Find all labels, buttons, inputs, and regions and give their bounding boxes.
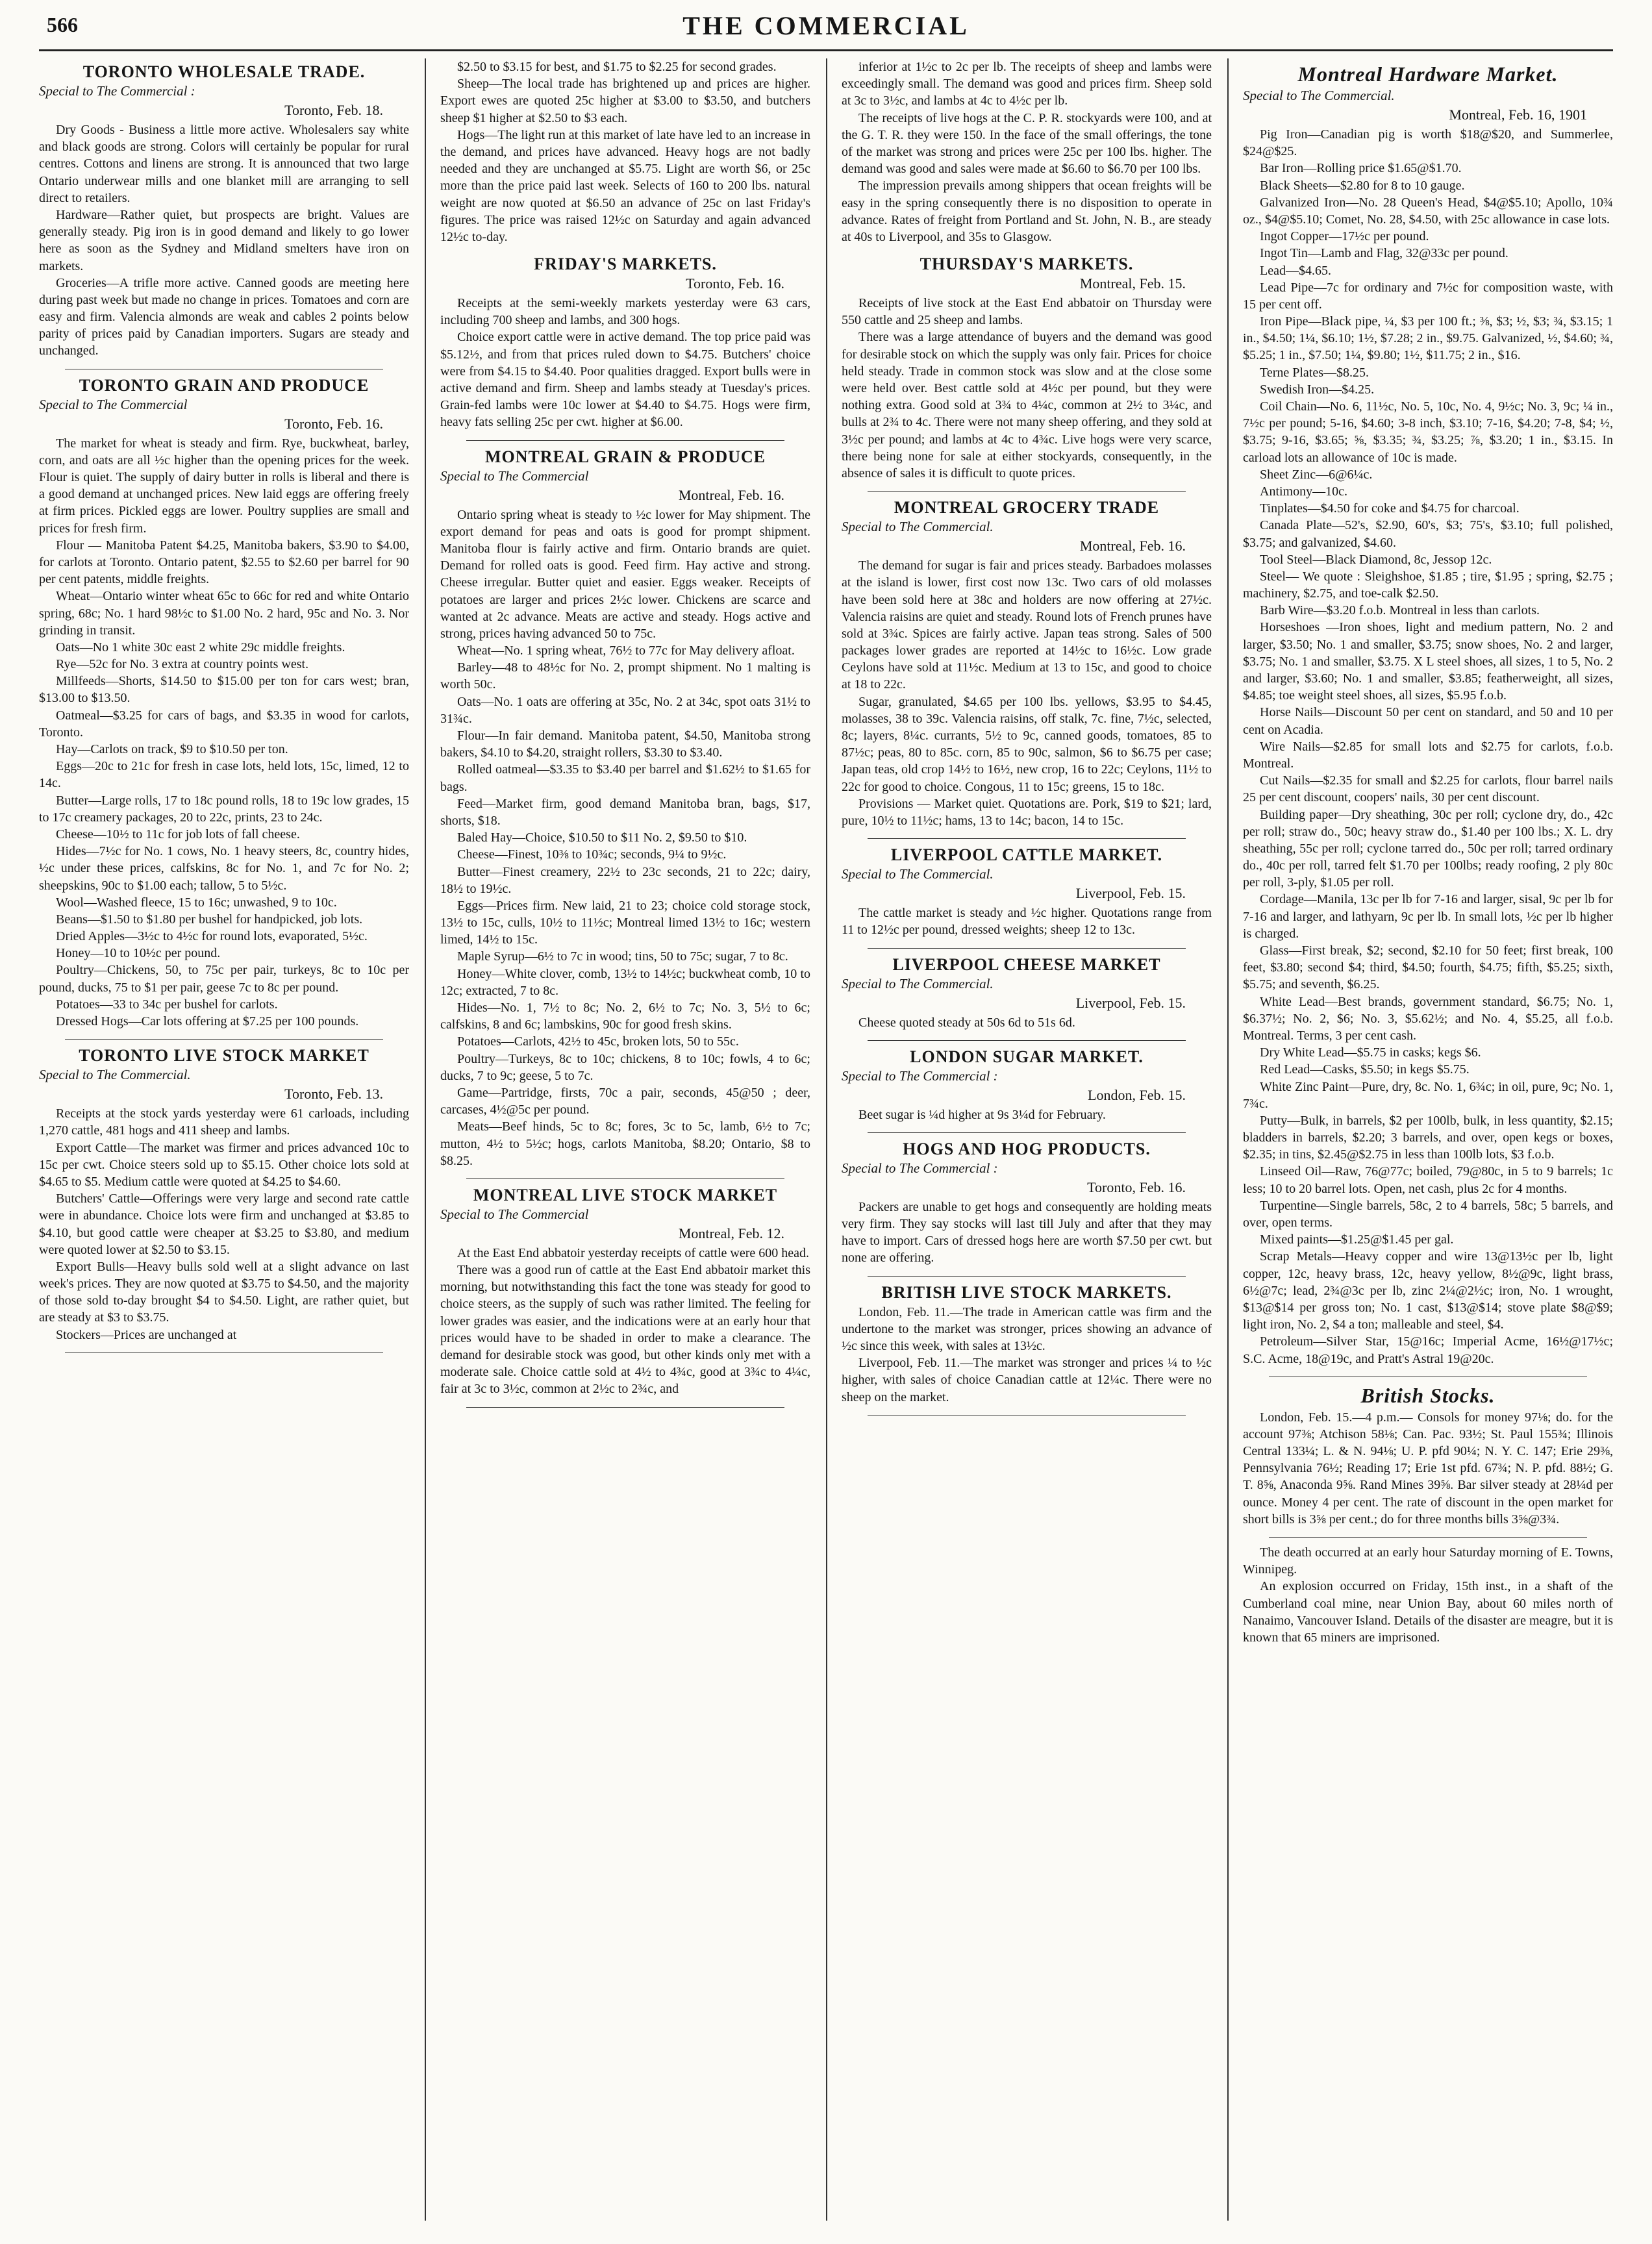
article-paragraph: Cheese quoted steady at 50s 6d to 51s 6d. [858, 1015, 1075, 1030]
article-subtitle: Special to The Commercial : [842, 1160, 998, 1176]
article-paragraph: Baled Hay—Choice, $10.50 to $11 No. 2, $9.50 to $10. [457, 830, 747, 845]
article-paragraph: Cordage—Manila, 13c per lb for 7-16 and larger, sisal, 9c per lb for 7-16 and larger, and lathyarn, 9c per lb. In small lots, ½c per lb higher is charged. [1243, 892, 1613, 941]
article-title: Montreal Hardware Market. [1297, 62, 1558, 86]
article-paragraph: London, Feb. 11.—The trade in American cattle was firm and the undertone to the market was stronger, prices showing an advance of ½c since this week, with sales at 13½c. [842, 1304, 1212, 1353]
article-title: TORONTO GRAIN AND PRODUCE [79, 375, 369, 395]
article-divider [1269, 1537, 1587, 1538]
article-dateline: Montreal, Feb. 16. [1079, 538, 1186, 555]
article-paragraph: Dried Apples—3½c to 4½c for round lots, evaporated, 5½c. [56, 929, 368, 944]
article-subtitle: Special to The Commercial [39, 396, 188, 412]
article [1243, 1544, 1613, 1646]
column-divider [826, 58, 827, 2221]
article [842, 955, 1212, 1031]
article-divider [868, 838, 1186, 839]
article-paragraph: Cut Nails—$2.35 for small and $2.25 for carlots, flour barrel nails 25 per cent discount, coopers' nails, 30 per cent discount. [1243, 773, 1613, 805]
column-2 [440, 58, 810, 2221]
article-paragraph: Millfeeds—Shorts, $14.50 to $15.00 per ton for cars west; bran, $13.00 to $13.50. [39, 674, 409, 706]
article-dateline: Toronto, Feb. 16. [1087, 1178, 1186, 1195]
article-paragraph: Sheep—The local trade has brightened up and prices are higher. Export ewes are quoted 25c higher at $3.00 to $3.50, and butchers sheep $1 higher at $2.50 to $3 each. [440, 77, 810, 125]
article-paragraph: Export Cattle—The market was firmer and prices advanced 10c to 15c per cwt. Choice steers sold up to $5.15. Other choice lots sold at $4.65 to $5. Medium cattle were quoted at $4.25 to $4.60. [39, 1140, 409, 1189]
article-paragraph: Barley—48 to 48½c for No. 2, prompt shipment. No 1 malting is worth 50c. [440, 660, 810, 692]
article-title: THURSDAY'S MARKETS. [920, 255, 1134, 274]
article-subtitle: Special to The Commercial : [39, 83, 195, 99]
article-paragraph: Poultry—Chickens, 50, to 75c per pair, turkeys, 8c to 10c per pound, ducks, 75 to $1 per pair, geese 7c to 8c per pound. [39, 963, 409, 995]
article-paragraph: Coil Chain—No. 6, 11½c, No. 5, 10c, No. 4, 9½c; No. 3, 9c; ¼ in., 7½c per pound; 5-16, $4.60; 3-8 inch, $3.10; 7-16, $4.20; 7-8, $4; ½, $3.75; 9-16, $3.65; ⅝, $3.35; ¾, $3.25; ⅞, $3.20; 1 in., $3.15. In carload lots an allowance of 10c is made. [1243, 399, 1613, 465]
article-dateline: Liverpool, Feb. 15. [1075, 885, 1186, 902]
article-paragraph: Flour—In fair demand. Manitoba patent, $4.50, Manitoba strong bakers, $4.10 to $4.20, straight rollers, $3.30 to $3.40. [440, 729, 810, 760]
article [842, 498, 1212, 829]
article-divider [868, 948, 1186, 949]
article-subtitle: Special to The Commercial. [842, 975, 994, 991]
article [440, 58, 810, 245]
column-4 [1243, 58, 1613, 2221]
article-paragraph: Swedish Iron—$4.25. [1260, 382, 1375, 397]
article-paragraph: Receipts of live stock at the East End abbatoir on Thursday were 550 cattle and 25 sheep and lambs. [842, 296, 1212, 328]
article-divider [868, 1040, 1186, 1041]
article-dateline: Montreal, Feb. 12. [678, 1225, 784, 1241]
article-paragraph: The cattle market is steady and ½c higher. Quotations range from 11 to 12½c per pound, dressed weights; sheep 12 to 13c. [842, 906, 1212, 938]
article-title: TORONTO WHOLESALE TRADE. [82, 62, 366, 81]
article-paragraph: Butter—Large rolls, 17 to 18c pound rolls, 18 to 19c low grades, 15 to 17c creamery packages, 20 to 22c, prints, 23 to 24c. [39, 793, 409, 825]
article-paragraph: Eggs—20c to 21c for fresh in case lots, held lots, 15c, limed, 12 to 14c. [39, 759, 409, 791]
article-paragraph: Receipts at the semi-weekly markets yesterday were 63 cars, including 700 sheep and lambs, and 300 hogs. [440, 296, 810, 328]
article-paragraph: Red Lead—Casks, $5.50; in kegs $5.75. [1260, 1062, 1470, 1077]
article-paragraph: Horse Nails—Discount 50 per cent on standard, and 50 and 10 per cent on Acadia. [1243, 705, 1613, 737]
article-paragraph: Cheese—10½ to 11c for job lots of fall cheese. [56, 827, 300, 842]
article-paragraph: Horseshoes —Iron shoes, light and medium pattern, No. 2 and larger, $3.50; No. 1 and smaller, $3.75; snow shoes, No. 2 and larger, $3.75; No. 1 and smaller, $3.75. X L steel shoes, all sizes, 1 to 5, No. 2 and larger, $3.60; No. 1 and smaller, $3.85; featherweight, all sizes, $4.85; toe weight steel shoes, all sizes, $5.95 f.o.b. [1243, 620, 1613, 703]
article-paragraph: Antimony—10c. [1260, 484, 1347, 499]
article-paragraph: An explosion occurred on Friday, 15th inst., in a shaft of the Cumberland coal mine, near Union Bay, about 60 miles north of Nanaimo, Vancouver Island. Details of the disaster are meagre, but it is known that 65 miners are imprisoned. [1243, 1579, 1613, 1645]
article-paragraph: There was a large attendance of buyers and the demand was good for desirable stock on which the supply was only fair. Prices for choice held steady. Trade in common stock was slow and at the close some were held over. Best cattle sold at 4½c per pound, but they were nothing extra. Good sold at 3¾ to 4¼c, common at 2½ to 3¼c, and bulls at 2¾ to 4c. There were not many sheep offering, and they sold at 3½c per pound; and lambs at 4c to 4¾c. Live hogs were very scarce, there being none for sale at either stockyards, consequently, in the absence of sales it is difficult to quote prices. [842, 330, 1212, 480]
article-paragraph: Oats—No 1 white 30c east 2 white 29c middle freights. [56, 640, 345, 654]
article-paragraph: Butter—Finest creamery, 22½ to 23c seconds, 21 to 22c; dairy, 18½ to 19½c. [440, 864, 810, 896]
article [39, 376, 409, 1030]
article-paragraph: Sheet Zinc—6@6¼c. [1260, 467, 1373, 482]
article-paragraph: Hides—7½c for No. 1 cows, No. 1 heavy steers, 8c, country hides, ½c under these prices, calfskins, 8c for No. 1, and 7c for No. 2; sheepskins, 90c to $1.00 each; tallow, 5 to 5½c. [39, 844, 409, 893]
article-paragraph: Rolled oatmeal—$3.35 to $3.40 per barrel and $1.62½ to $1.65 for bags. [440, 762, 810, 794]
article-paragraph: Stockers—Prices are unchanged at [56, 1327, 237, 1342]
article-subtitle: Special to The Commercial. [842, 866, 994, 882]
article-subtitle: Special to The Commercial. [39, 1067, 191, 1083]
article-paragraph: Glass—First break, $2; second, $2.10 for 50 feet; first break, 100 feet, $3.80; second $4; third, $4.50; fourth, $4.75; fifth, $5.25; sixth, $5.75; and seventh, $6.25. [1243, 943, 1613, 992]
article [39, 1046, 409, 1343]
article-paragraph: Dry Goods - Business a little more active. Wholesalers say white and black goods are strong. Colors will certainly be popular for rural centres. Cottons and linens are strong. It is announced that two large Ontario underwear mills and one blanket mill are arranging to sell direct to retailers. [39, 123, 409, 205]
article-dateline: Toronto, Feb. 16. [686, 275, 784, 292]
article-paragraph: Groceries—A trifle more active. Canned goods are meeting here during past week but made no change in prices. Tomatoes and corn are easy and firm. Valencia almonds are weak and cables 2 points below parity of prices paid by Canadian importers. Sugars are steady and unchanged. [39, 275, 409, 358]
article-title: British Stocks. [1360, 1383, 1496, 1407]
article-paragraph: Canada Plate—52's, $2.90, 60's, $3; 75's, $3.10; full polished, $3.75; and galvanized, $4.60. [1243, 518, 1613, 550]
article-paragraph: Rye—52c for No. 3 extra at country points west. [56, 657, 309, 672]
article-paragraph: Bar Iron—Rolling price $1.65@$1.70. [1260, 161, 1462, 176]
article-paragraph: Wire Nails—$2.85 for small lots and $2.75 for carlots, f.o.b. Montreal. [1243, 739, 1613, 771]
article [842, 255, 1212, 482]
article-paragraph: Export Bulls—Heavy bulls sold well at a slight advance on last week's prices. They are now quoted at $3.75 to $4.50, and the majority of those sold to-day brought $4 to $4.50. Light, are rather quiet, but are steady at $3 to $3.75. [39, 1259, 409, 1325]
article-paragraph: Meats—Beef hinds, 5c to 8c; fores, 3c to 5c, lamb, 6½ to 7c; mutton, 4½ to 5½c; hogs, carlots Manitoba, $8.20; Ontario, $8 to $8.25. [440, 1119, 810, 1168]
article-paragraph: Putty—Bulk, in barrels, $2 per 100lb, bulk, in less quantity, $2.15; bladders in barrels, $2.20; 3 barrels, and over, open kegs or boxes, $2.35; in tins, $2.45@$2.75 in less than 100lb lots, $3 f.o.b. [1243, 1113, 1613, 1162]
article-divider [466, 440, 784, 441]
article-paragraph: Game—Partridge, firsts, 70c a pair, seconds, 45@50 ; deer, carcases, 4½@5c per pound. [440, 1085, 810, 1117]
article-title: TORONTO LIVE STOCK MARKET [79, 1046, 369, 1066]
article-paragraph: Beet sugar is ¼d higher at 9s 3¼d for February. [858, 1107, 1106, 1122]
article-paragraph: Cheese—Finest, 10⅜ to 10¾c; seconds, 9¼ to 9½c. [457, 847, 727, 862]
article-title: MONTREAL GRAIN & PRODUCE [484, 447, 766, 466]
article-paragraph: Packers are unable to get hogs and consequently are holding meats very firm. They say stocks will last till July and after that they may have to import. Cars of dressed hogs here are worth $7.50 per cwt. but none are offering. [842, 1199, 1212, 1265]
article-dateline: Toronto, Feb. 13. [284, 1086, 383, 1103]
article [842, 845, 1212, 938]
article [1243, 62, 1613, 1367]
article-paragraph: Potatoes—Carlots, 42½ to 45c, broken lots, 50 to 55c. [457, 1034, 739, 1049]
article-paragraph: White Zinc Paint—Pure, dry, 8c. No. 1, 6¾c; in oil, pure, 9c; No. 1, 7¾c. [1243, 1079, 1613, 1111]
article-paragraph: Wheat—No. 1 spring wheat, 76½ to 77c for May delivery afloat. [457, 643, 795, 658]
article-paragraph: Eggs—Prices firm. New laid, 21 to 23; choice cold storage stock, 13½ to 15c, culls, 10½ to 11½c; Montreal limed 13½ to 16c; western limed, 14½ to 15c. [440, 898, 810, 947]
article [39, 62, 409, 360]
article [842, 1140, 1212, 1267]
article-paragraph: Scrap Metals—Heavy copper and wire 13@13½c per lb, light copper, 12c, heavy brass, 12c, heavy yellow, 8½@9c, light brass, 6½@7c; lead, 2¾@3c per lb, zinc 2¼@2½c; iron, No. 1 wrought, $13@$14 per gross ton; No. 1 cast, $13@$14; stove plate $8@$9; light iron, No. 2, $4 a ton; malleable and steel, $4. [1243, 1249, 1613, 1332]
article-dateline: Montreal, Feb. 16. [678, 486, 784, 503]
article-paragraph: The receipts of live hogs at the C. P. R. stockyards were 100, and at the G. T. R. they were 150. In the face of the small offerings, the tone of the market was strong and prices were 25c per 100 lbs. higher. The demand was good and sales were made at $6.60 to $6.70 per 100 lbs. [842, 110, 1212, 177]
article-paragraph: Choice export cattle were in active demand. The top price paid was $5.12½, and from that prices ruled down to $4.75. Butchers' choice were from $4.15 to $4.40. Poor qualities dragged. Export bulls were in active demand and firm. Sheep and lambs steady at Tuesday's prices. Grain-fed lambs were 10c lower at $4.40 to $4.75. Hogs were firm, heavy fats selling 25c per cwt. higher at $6.00. [440, 330, 810, 430]
article-dateline: Liverpool, Feb. 15. [1075, 994, 1186, 1011]
article-paragraph: Potatoes—33 to 34c per bushel for carlots. [56, 997, 278, 1012]
article [440, 255, 810, 431]
article [842, 1283, 1212, 1406]
article-paragraph: Dry White Lead—$5.75 in casks; kegs $6. [1260, 1045, 1481, 1060]
article-paragraph: Steel— We quote : Sleighshoe, $1.85 ; tire, $1.95 ; spring, $2.75 ; machinery, $2.75, and toe-calk $2.50. [1243, 569, 1613, 601]
article-subtitle: Special to The Commercial : [842, 1067, 998, 1084]
article-divider [868, 1276, 1186, 1277]
article-paragraph: London, Feb. 15.—4 p.m.— Consols for money 97⅛; do. for the account 97⅜; Atchison 58⅛; Can. Pac. 93½; St. Paul 155¾; Illinois Central 133¼; L. & N. 94⅛; U. P. pfd 90¼; N. Y. C. 147; Erie 29⅜, Pennsylvania 76½; Reading 17; Erie 1st pfd. 67¾; N. P. pfd. 88½; G. T. 8⅝, Anaconda 9⅝. Rand Mines 39⅝. Bar silver steady at 28¼d per ounce. Money 4 per cent. The rate of discount in the open market for short bills is 3⅝ per cent.; do for three months bills 3⅝@3¾. [1243, 1410, 1613, 1527]
article [440, 1186, 810, 1398]
article-divider [65, 1039, 383, 1040]
article-title: BRITISH LIVE STOCK MARKETS. [881, 1282, 1172, 1302]
article-divider [466, 1178, 784, 1179]
article-paragraph: Lead—$4.65. [1260, 263, 1331, 278]
page-number: 566 [47, 13, 78, 36]
article-paragraph: Black Sheets—$2.80 for 8 to 10 gauge. [1260, 178, 1465, 193]
article [842, 58, 1212, 245]
article-paragraph: The death occurred at an early hour Saturday morning of E. Towns, Winnipeg. [1243, 1545, 1613, 1577]
article-title: FRIDAY'S MARKETS. [534, 255, 717, 274]
article-divider [868, 1132, 1186, 1133]
article-paragraph: Pig Iron—Canadian pig is worth $18@$20, and Summerlee, $24@$25. [1243, 127, 1613, 159]
article-paragraph: Sugar, granulated, $4.65 per 100 lbs. yellows, $3.95 to $4.45, molasses, 38 to 39c. Valencia raisins, off stalk, 7c. fine, 7½c, selected, 8c; layers, 8¼c. currants, 5½ to 9c, canned goods, tomatoes, 85 to 87½c; peas, 80 to 85c. corn, 85 to 90c, salmon, $6 to $6.75 per case; Japan teas, old crop 14½ to 16½, new crop, 16 to 22c; Ceylons, 11½ to 22c for good to choice. Congous, 11 to 15c; greens, 15 to 18c. [842, 694, 1212, 794]
article-paragraph: Turpentine—Single barrels, 58c, 2 to 4 barrels, 58c; 5 barrels, and over, open terms. [1243, 1198, 1613, 1230]
article-paragraph: Terne Plates—$8.25. [1260, 365, 1370, 380]
article-dateline: Montreal, Feb. 15. [1079, 275, 1186, 292]
article-paragraph: Tool Steel—Black Diamond, 8c, Jessop 12c. [1260, 552, 1492, 567]
article-paragraph: $2.50 to $3.15 for best, and $1.75 to $2.25 for second grades. [457, 60, 777, 74]
article-paragraph: Wool—Washed fleece, 15 to 16c; unwashed, 9 to 10c. [56, 895, 337, 910]
page-header [39, 6, 1613, 45]
article-dateline: Montreal, Feb. 16, 1901 [1449, 106, 1587, 123]
article-paragraph: inferior at 1½c to 2c per lb. The receipts of sheep and lambs were exceedingly small. The demand was good and prices firm. Sheep sold at 3c to 3½c, and lambs at 4c to 4½c per lb. [842, 60, 1212, 108]
article-paragraph: Building paper—Dry sheathing, 30c per roll; cyclone dry, do., 42c per roll; straw do., 50c; heavy straw do., $1.40 per 100 lbs.; X. L. dry sheathing, 55c per roll; cyclone tarred do., 50c per roll; tarred ordinary do., 40c per roll, tarred felt $1.70 per 100lbs; ready roofing, 2 ply 80c per roll, 3-ply, $1.05 per roll. [1243, 807, 1613, 890]
header-rule [39, 49, 1613, 51]
newspaper-columns [39, 58, 1613, 2221]
article-paragraph: Linseed Oil—Raw, 76@77c; boiled, 79@80c, in 5 to 9 barrels; 1c less; 10 to 20 barrel lots. Open, net cash, plus 2c for 4 months. [1243, 1164, 1613, 1196]
article-paragraph: Hides—No. 1, 7½ to 8c; No. 2, 6½ to 7c; No. 3, 5½ to 6c; calfskins, 8 and 6c; lambskins, 90c for good fresh skins. [440, 1001, 810, 1032]
article-paragraph: Feed—Market firm, good demand Manitoba bran, bags, $17, shorts, $18. [440, 796, 810, 828]
article-title: LIVERPOOL CHEESE MARKET [892, 954, 1161, 974]
column-1 [39, 58, 409, 2221]
article [842, 1047, 1212, 1123]
article-paragraph: Tinplates—$4.50 for coke and $4.75 for charcoal. [1260, 501, 1520, 516]
article [440, 447, 810, 1169]
article-paragraph: At the East End abbatoir yesterday receipts of cattle were 600 head. [457, 1245, 810, 1260]
article-paragraph: Oats—No. 1 oats are offering at 35c, No. 2 at 34c, spot oats 31½ to 31¾c. [440, 694, 810, 726]
article-paragraph: White Lead—Best brands, government standard, $6.75; No. 1, $6.37½; No. 2, $6; No. 3, $5.62½; and No. 4, $5.25, all f.o.b. Montreal. Terms, 3 per cent cash. [1243, 994, 1613, 1043]
article-paragraph: Receipts at the stock yards yesterday were 61 carloads, including 1,270 cattle, 481 hogs and 411 sheep and lambs. [39, 1106, 409, 1138]
masthead-title: THE COMMERCIAL [682, 11, 970, 40]
article-title: MONTREAL LIVE STOCK MARKET [473, 1185, 778, 1204]
article-paragraph: Hay—Carlots on track, $9 to $10.50 per ton. [56, 742, 288, 756]
article-subtitle: Special to The Commercial. [1243, 88, 1395, 103]
article-paragraph: The market for wheat is steady and firm. Rye, buckwheat, barley, corn, and oats are all ½c higher than the opening prices for the week. Flour is quiet. The supply of dairy butter in rolls is liberal and there is a good demand at unchanged prices. New laid eggs are offering freely at firm prices. Pickled eggs are lower. Poultry supplies are small and prices for fresh firm. [39, 436, 409, 536]
article-divider [868, 491, 1186, 492]
column-3 [842, 58, 1212, 2221]
article-paragraph: Dressed Hogs—Car lots offering at $7.25 per 100 pounds. [56, 1014, 359, 1028]
article-paragraph: Galvanized Iron—No. 28 Queen's Head, $4@$5.10; Apollo, 10¾ oz., $4@$5.10; Comet, No. 28, $4.50, with 25c allowance in case lots. [1243, 195, 1613, 227]
article-paragraph: Barb Wire—$3.20 f.o.b. Montreal in less than carlots. [1260, 603, 1540, 618]
article-paragraph: Hogs—The light run at this market of late have led to an increase in the demand, and prices have advanced. Heavy hogs are not badly needed and they are unchanged at $5.75. Light are worth $6, or 25c more than the price paid last week. Selects of 160 to 200 lbs. natural weight are now quoted at $6.50 an advance of 25c on last Friday's figures. The price was raised 12½c on Saturday and again advanced 12½c to-day. [440, 127, 810, 244]
article-paragraph: Lead Pipe—7c for ordinary and 7½c for composition waste, with 15 per cent off. [1243, 280, 1613, 312]
column-divider [1227, 58, 1229, 2221]
article-paragraph: Mixed paints—$1.25@$1.45 per gal. [1260, 1232, 1454, 1247]
article-paragraph: Butchers' Cattle—Offerings were very large and second rate cattle were in abundance. Choice lots were firm and unchanged at $3.85 to $4.10, but good cattle were cheaper at $3.25 to $3.80, and medium were quoted lower at $2.50 to $3.15. [39, 1191, 409, 1257]
article-paragraph: The demand for sugar is fair and prices steady. Barbadoes molasses at the island is lower, first cost now 13c. Two cars of old molasses have been sold here at 38c and holders are now offering at 27½c. Valencia raisins are quiet and steady. Round lots of French prunes have sold at 3¾c. Spices are fairly active. Japan teas strong. Sales of 500 packages lower grades are reported at 14½c to 16½c. Low grade Ceylons have sold at 11½c. Medium at 13 to 15c, and good to choice at 18 to 22c. [842, 558, 1212, 692]
article-subtitle: Special to The Commercial. [842, 519, 994, 535]
article-paragraph: Wheat—Ontario winter wheat 65c to 66c for red and white Ontario spring, 68c; No. 1 hard 98½c to $1.00 No. 2 hard, 95c and No. 3. Nor grinding in transit. [39, 589, 409, 638]
article-paragraph: Maple Syrup—6½ to 7c in wood; tins, 50 to 75c; sugar, 7 to 8c. [457, 949, 788, 964]
article-title: MONTREAL GROCERY TRADE [894, 498, 1160, 517]
article-paragraph: Honey—10 to 10½c per pound. [56, 946, 221, 961]
article-paragraph: Poultry—Turkeys, 8c to 10c; chickens, 8 to 10c; fowls, 4 to 6c; ducks, 7 to 9c; geese, 5 to 7c. [440, 1051, 810, 1083]
article-paragraph: Ontario spring wheat is steady to ½c lower for May shipment. The export demand for peas and oats is good for prompt shipment. Manitoba flour is fairly active and firm. Ontario brands are quiet. Demand for rolled oats is good. Feed firm. Hay active and strong. Cheese irregular. Butter quiet and easier. Eggs weaker. Receipts of potatoes are larger and prices 2½c lower. Chickens are scarce and wanted at 2c advance. Meats are active and steady. Hogs active and strong, prices having advanced 50 to 75c. [440, 507, 810, 641]
article-dateline: London, Feb. 15. [1088, 1086, 1186, 1103]
article-divider [466, 1407, 784, 1408]
article-paragraph: The impression prevails among shippers that ocean freights will be easy in the spring consequently there is no disposition to operate in advance. Rates of freight from Portland and St. John, N. B., are steady at 40s to Liverpool, and 35s to Glasgow. [842, 179, 1212, 244]
article-paragraph: Hardware—Rather quiet, but prospects are bright. Values are generally steady. Pig iron is in good demand and likely to go lower here as soon as the Sydney and Midland smelters have iron on markets. [39, 207, 409, 273]
article-title: LIVERPOOL CATTLE MARKET. [890, 845, 1163, 865]
article-subtitle: Special to The Commercial [440, 468, 589, 484]
article [1243, 1384, 1613, 1528]
article-paragraph: Ingot Tin—Lamb and Flag, 32@33c per pound. [1260, 246, 1508, 261]
article-paragraph: Petroleum—Silver Star, 15@16c; Imperial Acme, 16½@17½c; S.C. Acme, 18@19c, and Pratt's Astral 19@20c. [1243, 1334, 1613, 1366]
article-dateline: Toronto, Feb. 18. [284, 102, 383, 118]
article-paragraph: Flour — Manitoba Patent $4.25, Manitoba bakers, $3.90 to $4.00, for carlots at Toronto. Ontario patent, $2.55 to $2.60 per barrel for 90 per cent patents, middle freights. [39, 538, 409, 587]
article-subtitle: Special to The Commercial [440, 1206, 589, 1222]
article-paragraph: Provisions — Market quiet. Quotations are. Pork, $19 to $21; lard, pure, 10½ to 11½c; hams, 13 to 14c; bacon, 14 to 15c. [842, 796, 1212, 828]
article-paragraph: Iron Pipe—Black pipe, ¼, $3 per 100 ft.; ⅜, $3; ½, $3; ¾, $3.15; 1 in., $4.50; 1¼, $6.10; 1½, $7.28; 2 in., $9.75. Galvanized, ½, $4.60; ¾, $5.25; 1 in., $7.50; 1¼, $9.80; 1½, $11.75; 2 in., $16. [1243, 314, 1613, 363]
article-paragraph: Beans—$1.50 to $1.80 per bushel for handpicked, job lots. [56, 912, 363, 927]
article-title: HOGS AND HOG PRODUCTS. [903, 1139, 1151, 1158]
article-paragraph: Honey—White clover, comb, 13½ to 14½c; buckwheat comb, 10 to 12c; extracted, 7 to 8c. [440, 966, 810, 998]
article-paragraph: There was a good run of cattle at the East End abbatoir market this morning, but notwithstanding this fact the tone was steady for good to choice steers, as the supply of such was rather limited. The feeling for lower grades was easier, and the indications were at an early hour that prices would have to be shaded in order to make a clearance. The demand for desirable stock was good, but other kinds only met with a moderate sale. Choice cattle sold at 4½ to 4¾c, good at 3¾c to 4¼c, fair at 3c to 3½c, common at 2½c to 2¾c, and [440, 1263, 810, 1397]
article-paragraph: Oatmeal—$3.25 for cars of bags, and $3.35 in wood for carlots, Toronto. [39, 708, 409, 740]
column-divider [425, 58, 426, 2221]
article-paragraph: Ingot Copper—17½c per pound. [1260, 229, 1429, 244]
article-title: LONDON SUGAR MARKET. [910, 1047, 1144, 1066]
article-dateline: Toronto, Feb. 16. [284, 415, 383, 432]
article-paragraph: Liverpool, Feb. 11.—The market was stronger and prices ¼ to ½c higher, with sales of choice Canadian cattle at 12¼c. There were no sheep on the market. [842, 1356, 1212, 1404]
